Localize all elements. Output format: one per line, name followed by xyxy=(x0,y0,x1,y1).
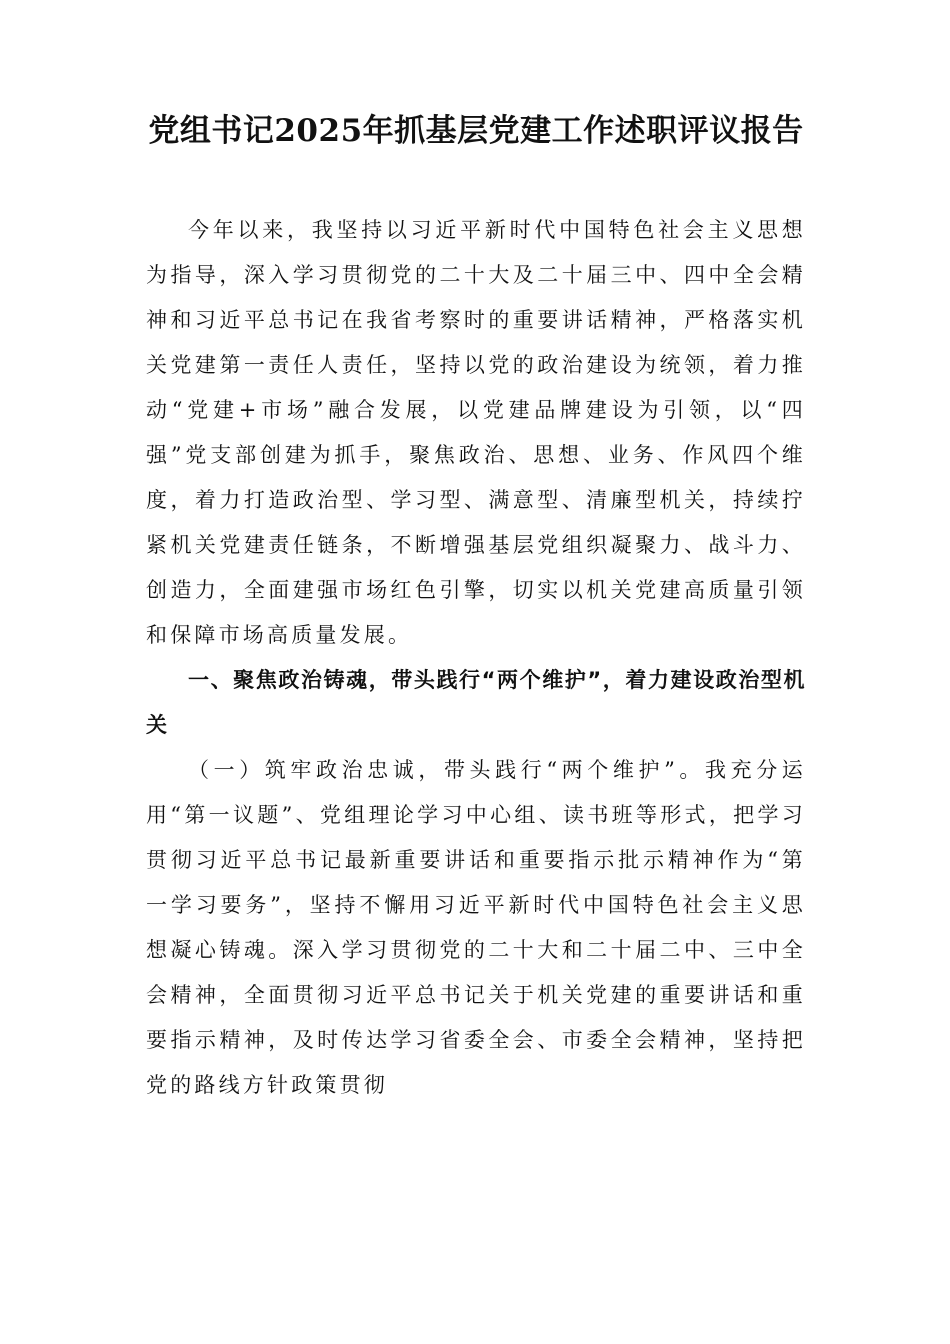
intro-paragraph: 今年以来，我坚持以习近平新时代中国特色社会主义思想为指导，深入学习贯彻党的二十大及二十届三中、四中全会精神和习近平总书记在我省考察时的重要讲话精神，严格落实机关党建第一责任人责任，坚持以党的政治建设为统领，着力推动“党建+市场”融合发展，以党建品牌建设为引领，以“四强”党支部创建为抓手，聚焦政治、思想、业务、作风四个维度，着力打造政治型、学习型、满意型、清廉型机关，持续拧紧机关党建责任链条，不断增强基层党组织凝聚力、战斗力、创造力，全面建强市场红色引擎，切实以机关党建高质量引领和保障市场高质量发展。 xyxy=(146,218,806,647)
document-body xyxy=(146,208,806,1108)
document-title: 党组书记2025年抓基层党建工作述职评议报告 xyxy=(148,113,804,149)
subsection-paragraph-1: （一）筑牢政治忠诚，带头践行“两个维护”。我充分运用“第一议题”、党组理论学习中心组、读书班等形式，把学习贯彻习近平总书记最新重要讲话和重要指示批示精神作为“第一学习要务”，坚持不懈用习近平新时代中国特色社会主义思想凝心铸魂。深入学习贯彻党的二十大和二十届二中、三中全会精神，全面贯彻习近平总书记关于机关党建的重要讲话和重要指示精神，及时传达学习省委全会、市委全会精神，坚持把党的路线方针政策贯彻 xyxy=(146,758,806,1097)
section-heading-1: 一、聚焦政治铸魂，带头践行“两个维护”，着力建设政治型机关 xyxy=(146,668,806,737)
document-page xyxy=(146,110,806,1108)
